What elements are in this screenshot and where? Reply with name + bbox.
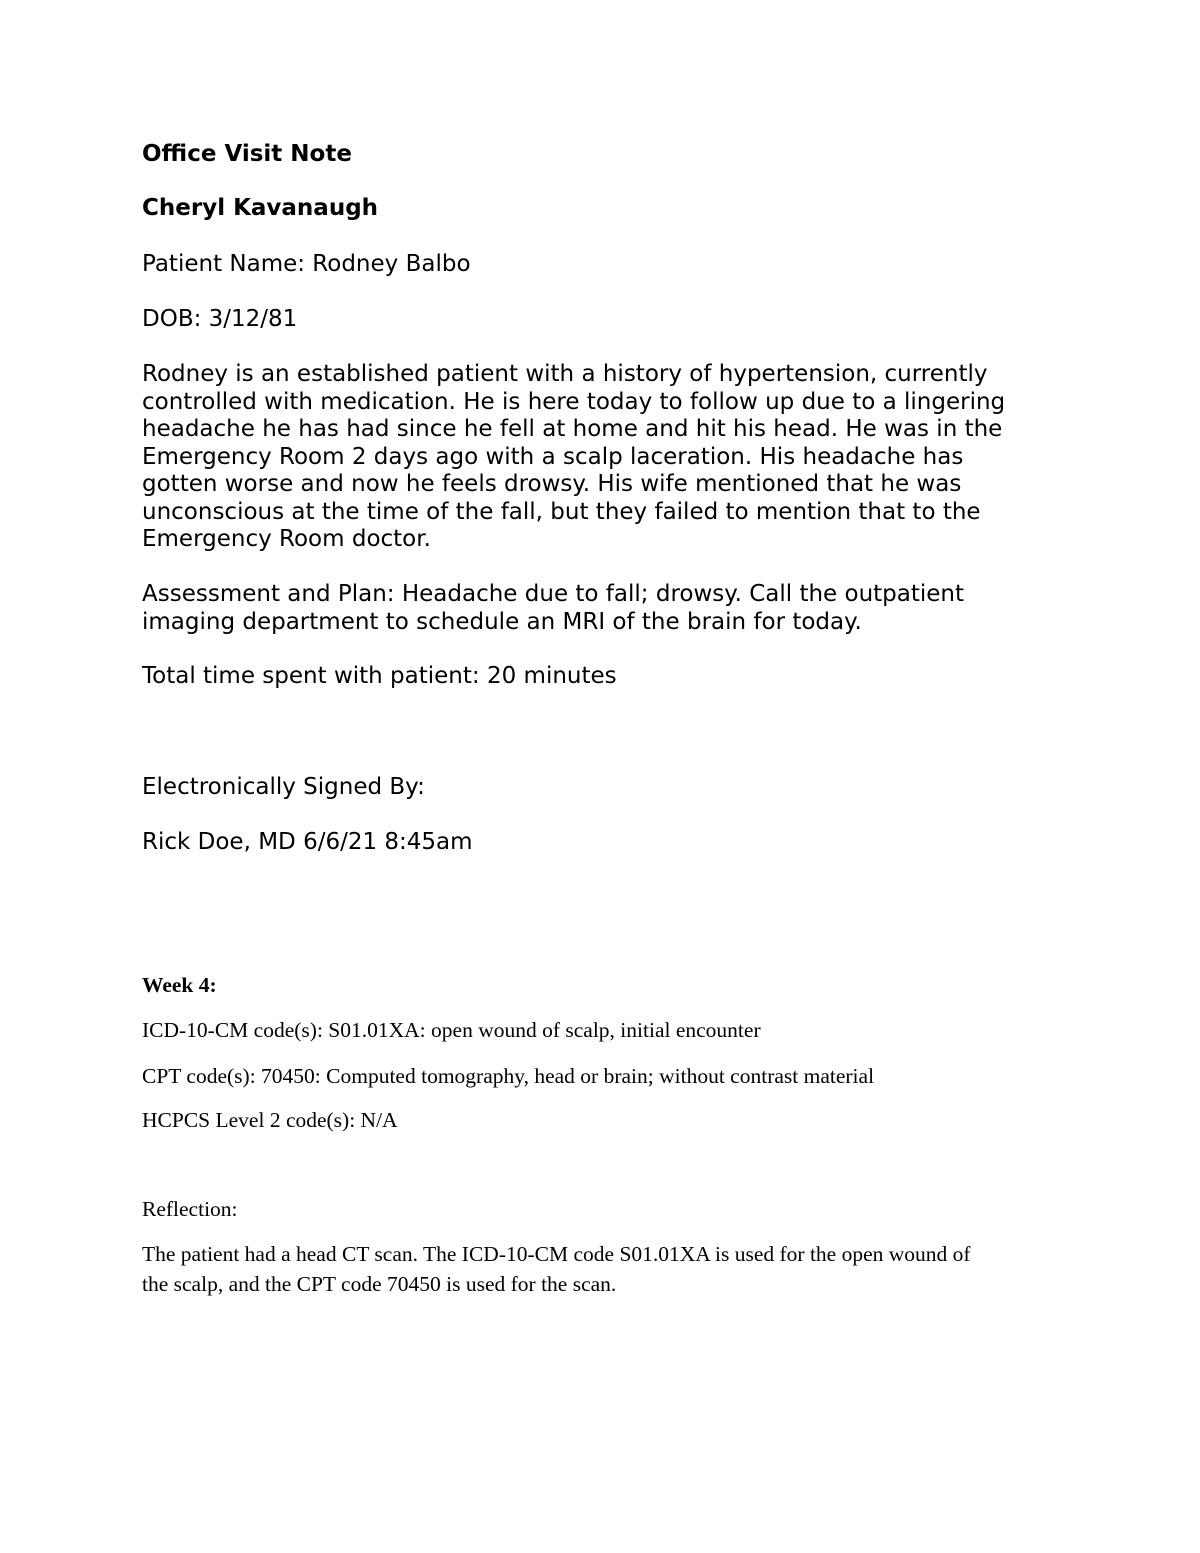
note-title: Office Visit Note (142, 141, 352, 167)
assessment-line: imaging department to schedule an MRI of the brain for today. (142, 608, 862, 635)
week-heading: Week 4: (142, 973, 217, 997)
signed-by-label: Electronically Signed By: (142, 774, 425, 800)
history-line: gotten worse and now he feels drowsy. His wife mentioned that he was (142, 471, 962, 497)
cpt-code-line: CPT code(s): 70450: Computed tomography, head or brain; without contrast material (142, 1064, 875, 1088)
history-line: controlled with medication. He is here today to follow up due to a lingering (142, 388, 1006, 415)
patient-dob: DOB: 3/12/81 (142, 306, 298, 332)
signature-line: Rick Doe, MD 6/6/21 8:45am (142, 829, 473, 855)
author-name: Cheryl Kavanaugh (142, 195, 379, 221)
history-line: unconscious at the time of the fall, but they failed to mention that to the (142, 498, 981, 525)
assessment-plan (142, 581, 964, 636)
assessment-line: Assessment and Plan: Headache due to fall; drowsy. Call the outpatient (142, 581, 965, 607)
history-paragraph (142, 361, 1005, 554)
history-line: headache he has had since he fell at home and hit his head. He was in the (142, 416, 1003, 442)
icd-code-line: ICD-10-CM code(s): S01.01XA: open wound of scalp, initial encounter (142, 1018, 761, 1042)
reflection-label: Reflection: (142, 1197, 238, 1221)
patient-name: Patient Name: Rodney Balbo (142, 251, 471, 277)
history-line: Rodney is an established patient with a history of hypertension, currently (142, 361, 988, 387)
hcpcs-code-line: HCPCS Level 2 code(s): N/A (142, 1108, 398, 1132)
reflection-line: the scalp, and the CPT code 70450 is used for the scan. (142, 1272, 617, 1296)
history-line: Emergency Room doctor. (142, 526, 431, 552)
reflection-line: The patient had a head CT scan. The ICD-10-CM code S01.01XA is used for the open wound of (142, 1242, 971, 1266)
reflection-paragraph (142, 1239, 971, 1299)
total-time: Total time spent with patient: 20 minutes (142, 663, 617, 689)
history-line: Emergency Room 2 days ago with a scalp laceration. His headache has (142, 443, 964, 470)
